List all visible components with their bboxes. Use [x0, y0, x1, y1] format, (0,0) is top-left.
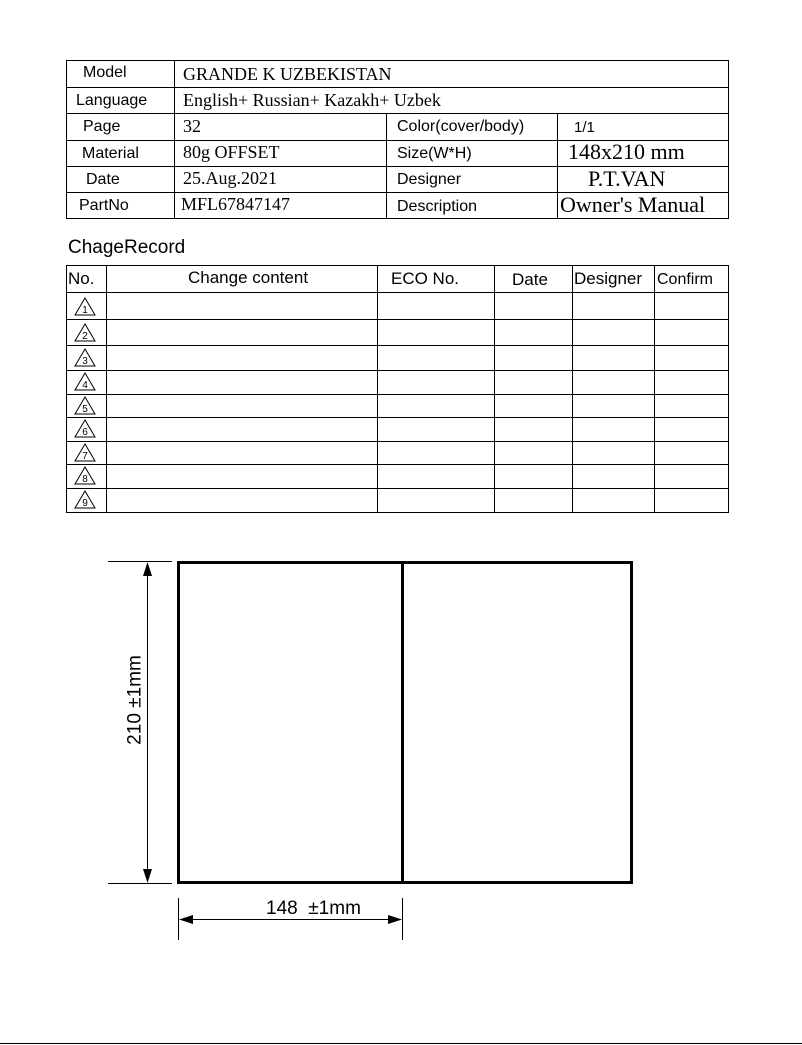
revision-triangle-icon	[74, 396, 96, 416]
revision-triangle-icon	[74, 419, 96, 439]
designer-label: Designer	[397, 171, 462, 188]
revision-triangle-icon	[74, 466, 96, 486]
arrow-down-icon	[143, 869, 152, 883]
revision-number: 5	[82, 404, 88, 415]
page-label: Page	[83, 118, 121, 135]
material-value: 80g OFFSET	[183, 142, 280, 162]
designer-value: P.T.VAN	[588, 166, 666, 191]
revision-triangle-icon	[74, 323, 96, 343]
revision-number: 6	[82, 427, 88, 438]
size-value: 148x210 mm	[568, 139, 685, 164]
color-value: 1/1	[574, 119, 595, 136]
height-dimension-label: 210 ±1mm	[124, 655, 146, 745]
revision-triangle-icon	[74, 490, 96, 510]
revision-number: 7	[82, 451, 88, 462]
col-header-confirm: Confirm	[657, 271, 714, 288]
language-value: English+ Russian+ Kazakh+ Uzbek	[183, 90, 441, 110]
col-header-designer: Designer	[574, 269, 643, 288]
revision-number: 4	[82, 380, 88, 391]
date-label: Date	[86, 171, 120, 188]
date-value: 25.Aug.2021	[183, 168, 277, 188]
revision-triangle-icon	[74, 297, 96, 317]
arrow-right-icon	[388, 915, 402, 924]
model-label: Model	[83, 64, 127, 81]
partno-label: PartNo	[79, 197, 129, 214]
booklet-outline-drawing	[0, 540, 802, 960]
revision-triangle-icon	[74, 372, 96, 392]
size-label: Size(W*H)	[397, 145, 472, 162]
col-header-content: Change content	[188, 268, 309, 287]
change-record-title: ChageRecord	[68, 237, 186, 258]
col-header-eco: ECO No.	[391, 269, 460, 288]
page-value: 32	[183, 116, 201, 136]
arrow-left-icon	[179, 915, 193, 924]
description-value: Owner's Manual	[560, 192, 706, 217]
revision-number: 9	[82, 498, 88, 509]
model-value: GRANDE K UZBEKISTAN	[183, 64, 392, 84]
language-label: Language	[76, 92, 148, 109]
arrow-up-icon	[143, 562, 152, 576]
change-record-grid	[0, 0, 802, 520]
revision-triangle-icon	[74, 348, 96, 368]
booklet-outline	[179, 563, 632, 883]
revision-number: 3	[82, 356, 88, 367]
revision-number: 2	[82, 331, 88, 342]
color-label: Color(cover/body)	[397, 118, 525, 135]
partno-value: MFL67847147	[181, 194, 291, 214]
width-dimension-label: 148 ±1mm	[266, 898, 361, 919]
material-label: Material	[82, 145, 139, 162]
col-header-date: Date	[512, 270, 548, 289]
revision-number: 1	[82, 305, 88, 316]
revision-number: 8	[82, 474, 88, 485]
col-header-no: No.	[68, 269, 95, 288]
revision-triangle-icon	[74, 443, 96, 463]
description-label: Description	[397, 198, 478, 215]
page-bottom-rule	[0, 1043, 802, 1044]
